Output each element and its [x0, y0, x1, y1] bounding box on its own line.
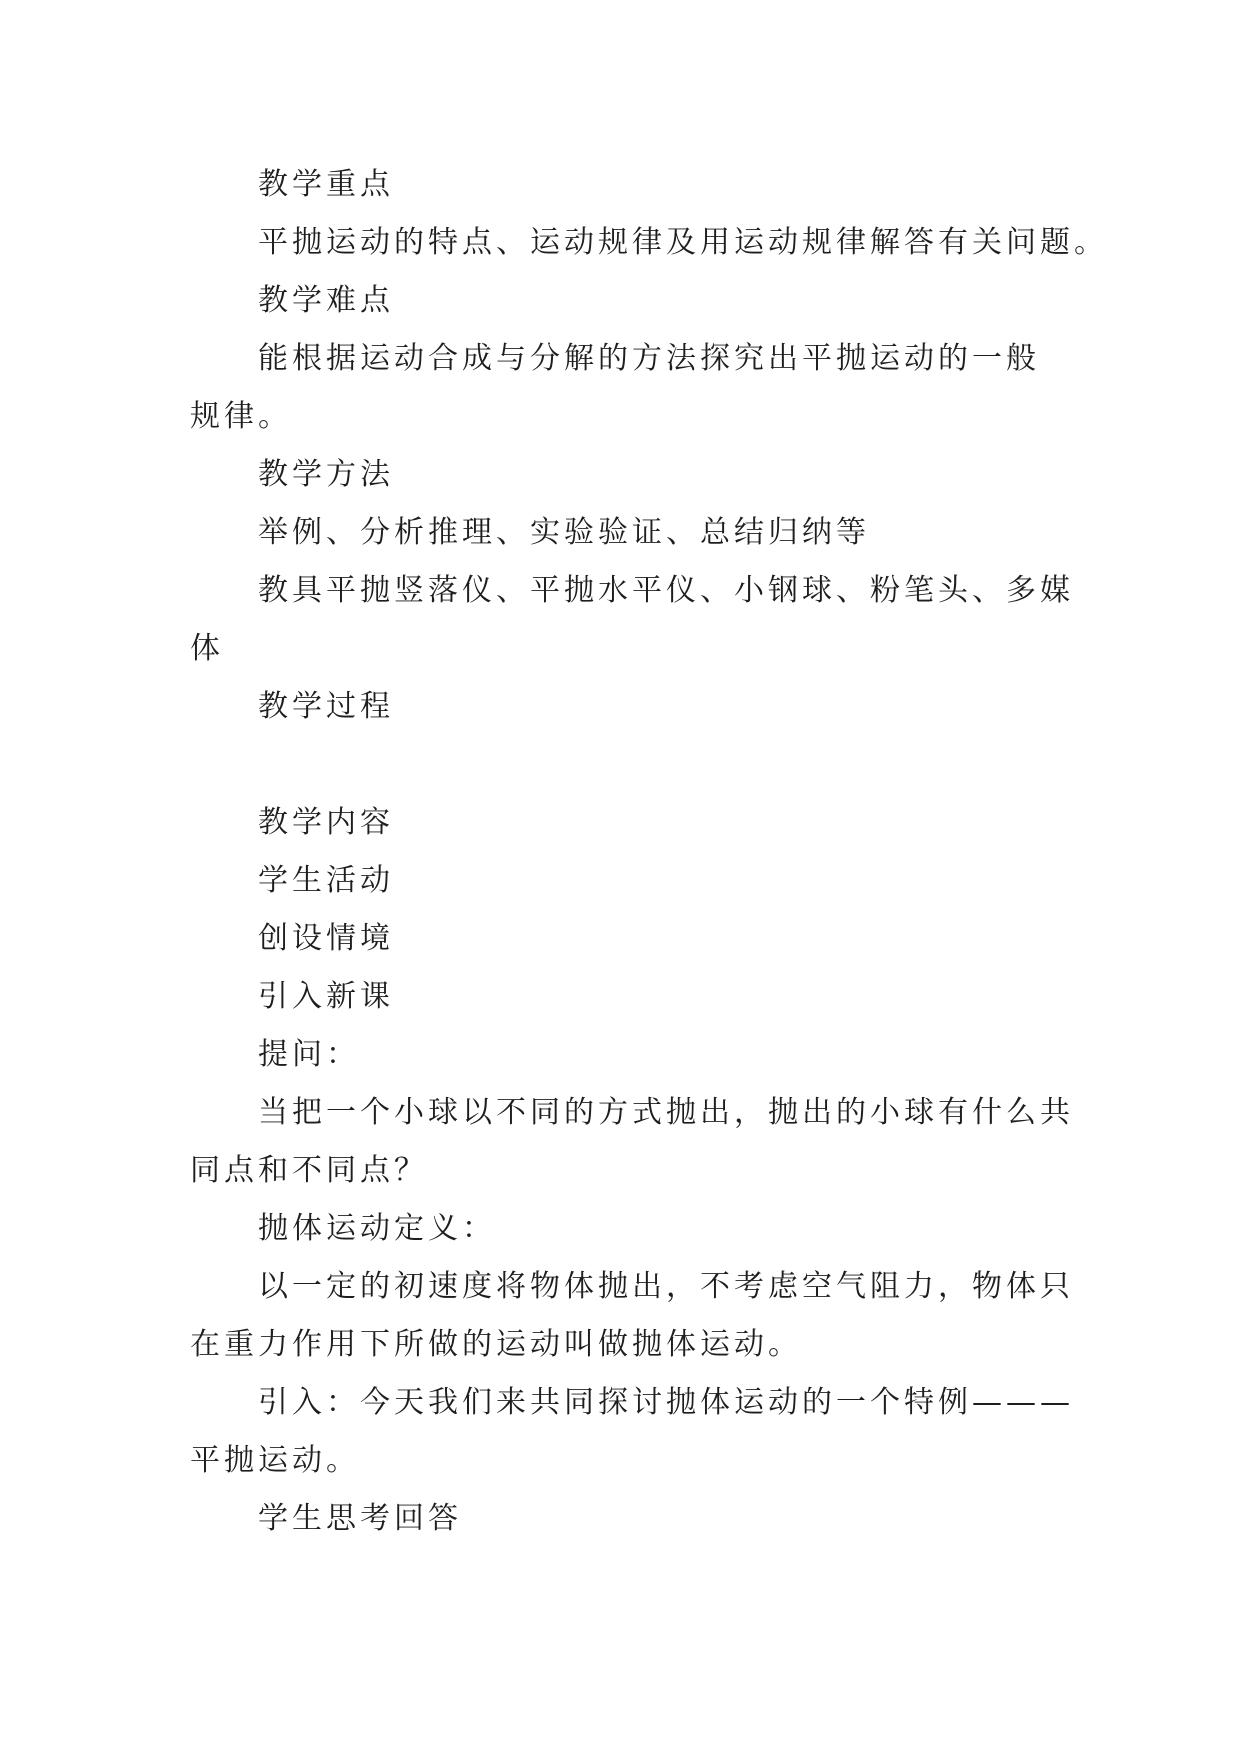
paragraph-line: 引入：今天我们来共同探讨抛体运动的一个特例———	[258, 1385, 1074, 1420]
text-block-objectives	[190, 156, 1108, 736]
paragraph-line: 教学难点	[258, 283, 394, 318]
paragraph	[190, 504, 1090, 562]
paragraph-line: 举例、分析推理、实验验证、总结归纳等	[258, 515, 870, 550]
paragraph	[190, 1374, 1090, 1490]
paragraph	[190, 968, 1090, 1026]
document-body	[190, 156, 1108, 1548]
paragraph-line: 规律。	[190, 399, 292, 434]
paragraph	[190, 794, 1090, 852]
paragraph	[190, 1084, 1090, 1200]
paragraph-line: 当把一个小球以不同的方式抛出，抛出的小球有什么共	[258, 1095, 1074, 1130]
paragraph	[190, 852, 1090, 910]
paragraph	[190, 272, 1090, 330]
paragraph-line: 教学方法	[258, 457, 394, 492]
paragraph	[190, 678, 1090, 736]
paragraph-line: 学生活动	[258, 863, 394, 898]
paragraph-line: 在重力作用下所做的运动叫做抛体运动。	[190, 1327, 802, 1362]
paragraph-line: 提问：	[258, 1037, 360, 1072]
paragraph	[190, 214, 1108, 272]
paragraph	[190, 1200, 1090, 1258]
paragraph-line: 教学内容	[258, 805, 394, 840]
text-block-process	[190, 794, 1090, 1548]
paragraph	[190, 562, 1090, 678]
paragraph-line: 同点和不同点？	[190, 1153, 428, 1188]
paragraph	[190, 910, 1090, 968]
blank-line	[190, 736, 1090, 794]
paragraph-line: 以一定的初速度将物体抛出，不考虑空气阻力，物体只	[258, 1269, 1074, 1304]
paragraph-line: 体	[190, 631, 224, 666]
paragraph	[190, 156, 1090, 214]
paragraph-line: 抛体运动定义：	[258, 1211, 496, 1246]
paragraph-line: 教学重点	[258, 167, 394, 202]
paragraph-line: 教学过程	[258, 689, 394, 724]
paragraph-line: 能根据运动合成与分解的方法探究出平抛运动的一般	[258, 341, 1040, 376]
paragraph	[190, 1490, 1090, 1548]
paragraph	[190, 1258, 1090, 1374]
paragraph-line: 学生思考回答	[258, 1501, 462, 1536]
paragraph-line: 平抛运动。	[190, 1443, 360, 1478]
paragraph-line: 引入新课	[258, 979, 394, 1014]
paragraph	[190, 1026, 1090, 1084]
paragraph-line: 创设情境	[258, 921, 394, 956]
paragraph	[190, 446, 1090, 504]
paragraph-line: 教具平抛竖落仪、平抛水平仪、小钢球、粉笔头、多媒	[258, 573, 1074, 608]
paragraph	[190, 330, 1090, 446]
paragraph-line: 平抛运动的特点、运动规律及用运动规律解答有关问题。	[258, 225, 1108, 260]
